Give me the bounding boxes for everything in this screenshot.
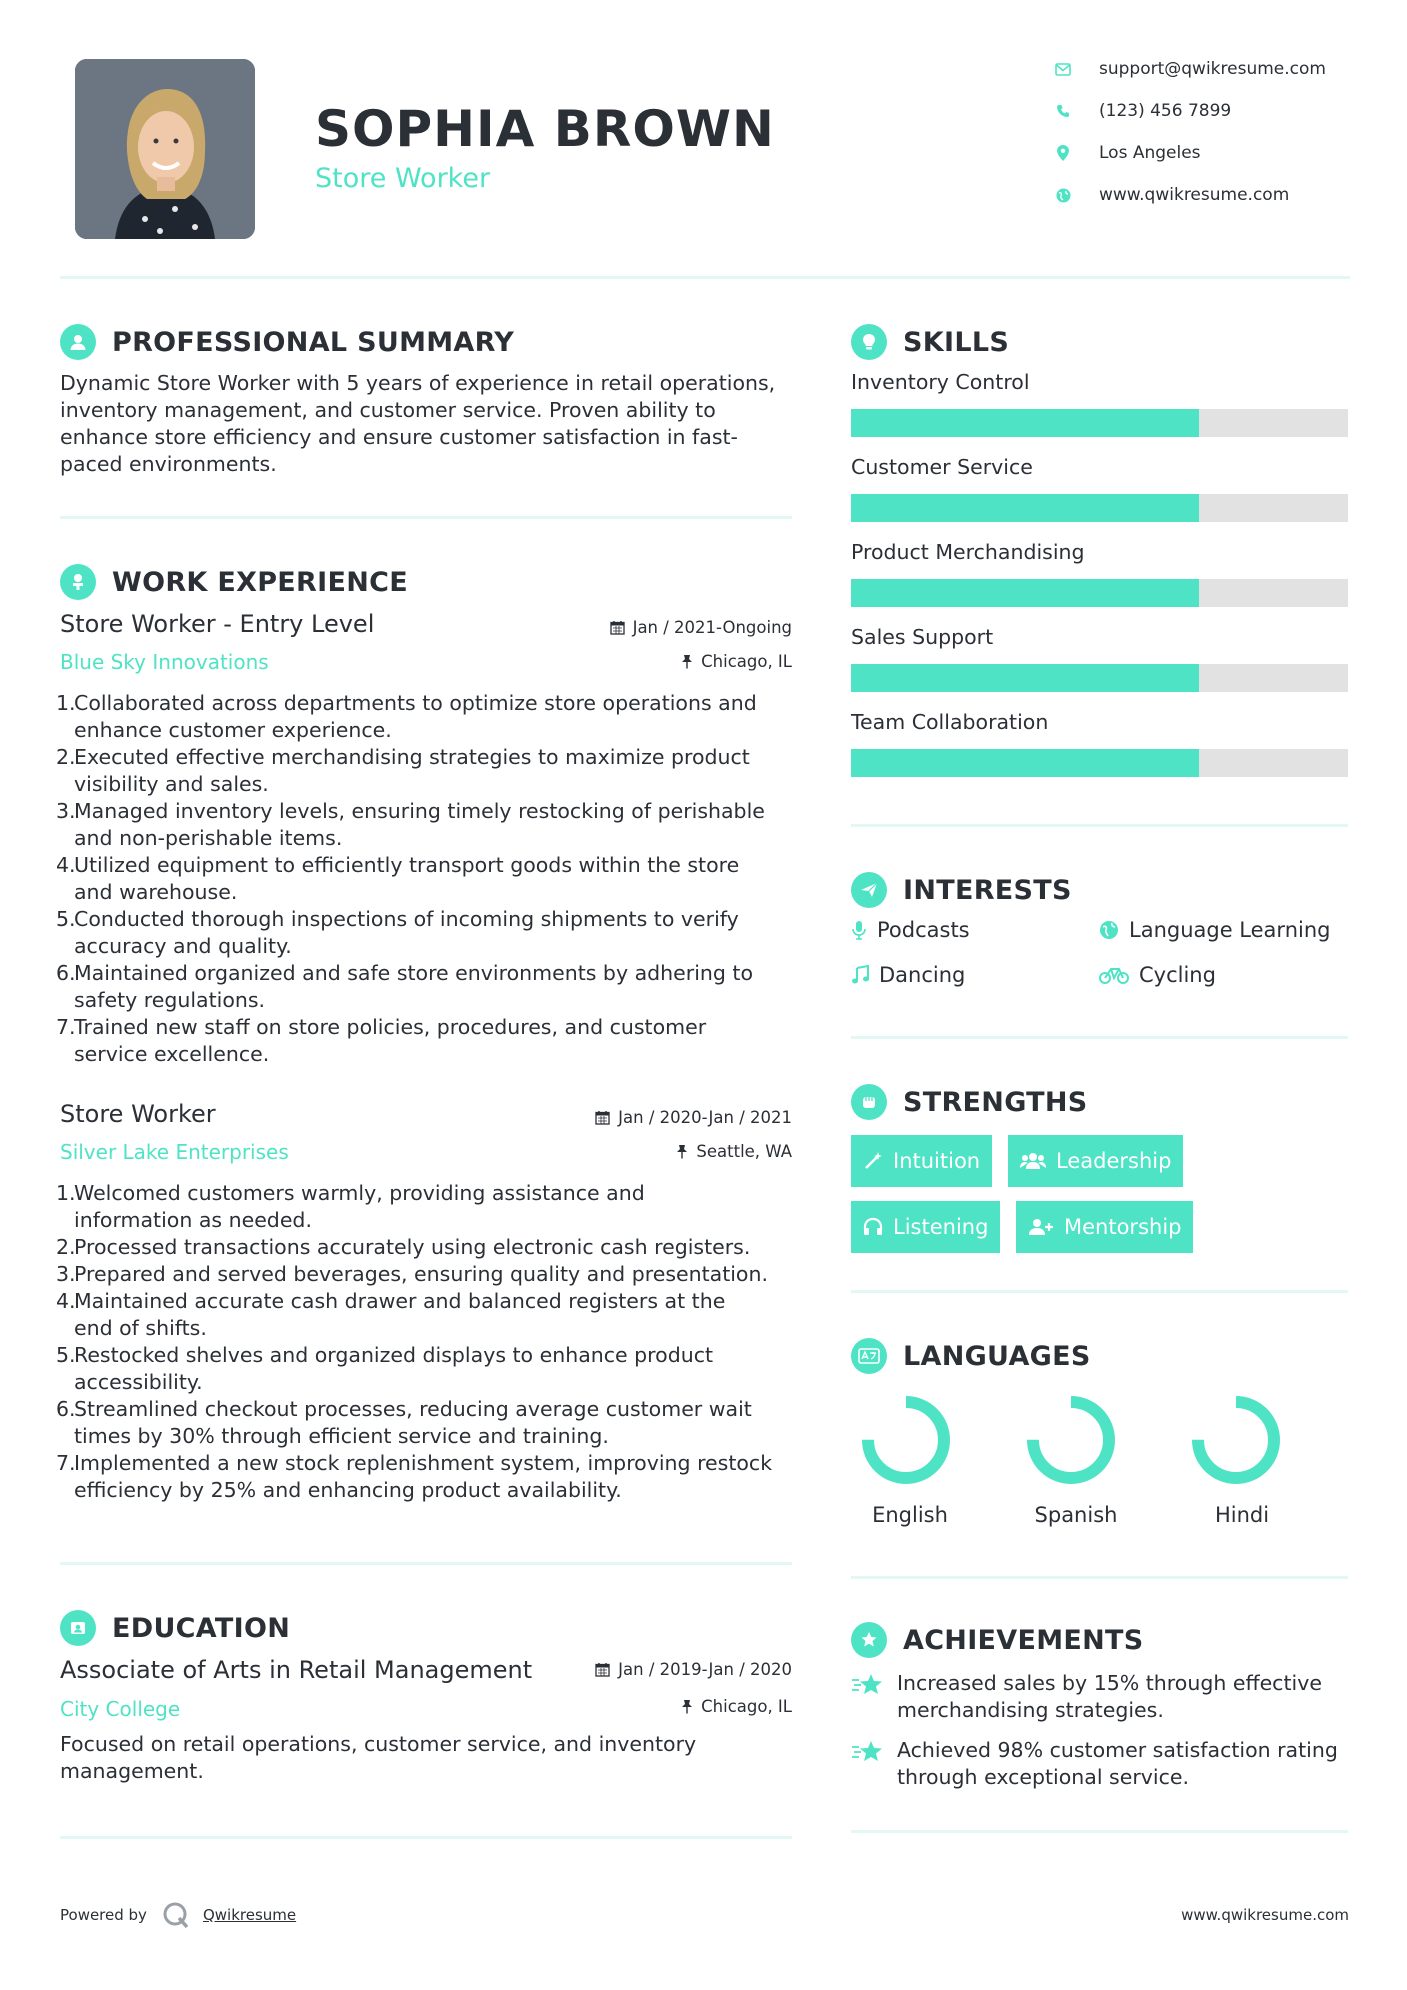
- summary-line: enhance store efficiency and ensure customer satisfaction in fast-: [60, 425, 738, 449]
- strength-chip: [851, 1135, 992, 1187]
- summary-heading: [60, 322, 514, 362]
- languages-divider: [851, 1576, 1348, 1579]
- job-date: [500, 618, 792, 637]
- strength-label: Listening: [893, 1215, 989, 1239]
- achievements-heading: [851, 1620, 1144, 1660]
- experience-divider: [60, 1562, 792, 1565]
- strength-label: Leadership: [1056, 1149, 1172, 1173]
- globe-icon: [1055, 187, 1071, 203]
- strengths-divider: [851, 1290, 1348, 1293]
- skill-label: Team Collaboration: [851, 710, 1049, 734]
- experience-heading: [60, 562, 408, 602]
- portrait-image: [75, 59, 255, 239]
- interest-label: Dancing: [879, 963, 966, 987]
- skill-bar-fill: [851, 409, 1199, 437]
- envelope-icon: [1055, 61, 1071, 77]
- language-ring: [1026, 1395, 1116, 1489]
- language-label: Spanish: [1034, 1503, 1118, 1527]
- achievement-line: through exceptional service.: [897, 1765, 1189, 1789]
- job-company: Silver Lake Enterprises: [60, 1140, 289, 1164]
- summary-line: paced environments.: [60, 452, 277, 476]
- job-company: Blue Sky Innovations: [60, 650, 269, 674]
- strength-label: Intuition: [893, 1149, 981, 1173]
- school-name: City College: [60, 1697, 181, 1721]
- job-date: [500, 1108, 792, 1127]
- skill-bar: [851, 664, 1348, 692]
- globe-icon: [1099, 920, 1119, 940]
- header-divider: [60, 276, 1350, 279]
- achievements-title: ACHIEVEMENTS: [903, 1624, 1144, 1656]
- contact-phone[interactable]: [1055, 98, 1365, 124]
- phone-icon: [1055, 103, 1071, 119]
- list-item: 4. Maintained accurate cash drawer and balanced registers at the end of shifts.: [56, 1289, 726, 1340]
- pin-icon: [676, 1144, 688, 1159]
- skill-bar-fill: [851, 579, 1199, 607]
- award-icon: [851, 1622, 887, 1658]
- skills-heading: [851, 322, 1009, 362]
- skill-bar-fill: [851, 494, 1199, 522]
- skill-label: Product Merchandising: [851, 540, 1085, 564]
- skill-bar-fill: [851, 664, 1199, 692]
- microphone-icon: [851, 920, 867, 940]
- language-ring: [861, 1395, 951, 1489]
- qwikresume-logo-icon: [161, 1900, 191, 1930]
- list-item: 6. Maintained organized and safe store environments by adhering to safety regulations.: [56, 961, 754, 1012]
- interest-label: Language Learning: [1129, 918, 1331, 942]
- map-pin-icon: [1055, 145, 1071, 161]
- skill-bar: [851, 409, 1348, 437]
- lightbulb-icon: [851, 324, 887, 360]
- skill-bar: [851, 494, 1348, 522]
- interest-item: [851, 918, 970, 942]
- list-item: 2. Executed effective merchandising strategies to maximize product visibility and sales.: [56, 745, 750, 796]
- education-line: Focused on retail operations, customer service, and inventory: [60, 1732, 697, 1756]
- list-item: 6. Streamlined checkout processes, reducing average customer wait times by 30% through efficient service and training.: [56, 1397, 752, 1448]
- experience-title: WORK EXPERIENCE: [112, 566, 408, 598]
- summary-text: [60, 370, 800, 478]
- job-duties-list: [56, 690, 796, 1068]
- podium-icon: [60, 564, 96, 600]
- achievement-item: [851, 1670, 1348, 1724]
- headphones-icon: [863, 1217, 883, 1237]
- strength-label: Mentorship: [1064, 1215, 1182, 1239]
- education-location-text: Chicago, IL: [701, 1697, 792, 1716]
- users-icon: [1020, 1151, 1046, 1171]
- degree-title: Associate of Arts in Retail Management: [60, 1656, 533, 1684]
- list-item: 2. Processed transactions accurately using electronic cash registers.: [56, 1235, 751, 1259]
- achievement-line: Increased sales by 15% through effective: [897, 1671, 1322, 1695]
- translate-icon: [851, 1338, 887, 1374]
- strengths-title: STRENGTHS: [903, 1086, 1088, 1118]
- job-title: Store Worker: [60, 1100, 216, 1128]
- strength-chip: [851, 1201, 1000, 1253]
- calendar-icon: [595, 1110, 610, 1125]
- pin-icon: [681, 654, 693, 669]
- education-heading: [60, 1608, 290, 1648]
- list-item: 7. Implemented a new stock replenishment system, improving restock efficiency by 25% and enhancing product availability.: [56, 1451, 773, 1502]
- list-item: 5. Conducted thorough inspections of incoming shipments to verify accuracy and quality.: [56, 907, 739, 958]
- job-title: Store Worker - Entry Level: [60, 610, 375, 638]
- interests-heading: [851, 870, 1072, 910]
- strengths-heading: [851, 1082, 1088, 1122]
- language-ring-arc: [1198, 1402, 1274, 1478]
- education-divider: [60, 1836, 792, 1839]
- summary-line: Dynamic Store Worker with 5 years of experience in retail operations,: [60, 371, 776, 395]
- list-item: 7. Trained new staff on store policies, procedures, and customer service excellence.: [56, 1015, 707, 1066]
- language-ring-arc: [1033, 1402, 1109, 1478]
- language-ring-arc: [868, 1402, 944, 1478]
- skill-bar: [851, 749, 1348, 777]
- contact-email[interactable]: [1055, 56, 1365, 82]
- interest-label: Podcasts: [877, 918, 970, 942]
- summary-divider: [60, 516, 792, 519]
- languages-title: LANGUAGES: [903, 1340, 1091, 1372]
- summary-title: PROFESSIONAL SUMMARY: [112, 326, 515, 358]
- fist-icon: [851, 1084, 887, 1120]
- job-location-text: Chicago, IL: [701, 652, 792, 671]
- summary-line: inventory management, and customer service. Proven ability to: [60, 398, 716, 422]
- skill-label: Sales Support: [851, 625, 994, 649]
- star-icon: [851, 1737, 887, 1769]
- education-description: [60, 1731, 800, 1785]
- achievements-divider: [851, 1830, 1348, 1833]
- skills-title: SKILLS: [903, 326, 1010, 358]
- job-location-text: Seattle, WA: [696, 1142, 792, 1161]
- list-item: 1. Welcomed customers warmly, providing assistance and information as needed.: [56, 1181, 645, 1232]
- strength-chip: [1008, 1135, 1183, 1187]
- job-date-text: Jan / 2020-Jan / 2021: [618, 1108, 792, 1127]
- language-ring: [1191, 1395, 1281, 1489]
- education-line: management.: [60, 1759, 204, 1783]
- skill-bar-fill: [851, 749, 1199, 777]
- job-location: [500, 652, 792, 671]
- job-location: [500, 1142, 792, 1161]
- skill-label: Inventory Control: [851, 370, 1030, 394]
- contact-location: [1055, 140, 1365, 166]
- interest-item: [851, 963, 965, 987]
- list-item: 5. Restocked shelves and organized displays to enhance product accessibility.: [56, 1343, 714, 1394]
- list-item: 3. Managed inventory levels, ensuring timely restocking of perishable and non-perishable items.: [56, 799, 765, 850]
- interests-title: INTERESTS: [903, 874, 1072, 906]
- interests-divider: [851, 1036, 1348, 1039]
- star-icon: [851, 1670, 887, 1702]
- list-item: 3. Prepared and served beverages, ensuring quality and presentation.: [56, 1262, 768, 1286]
- list-item: 4. Utilized equipment to efficiently transport goods within the store and warehouse.: [56, 853, 740, 904]
- location-text: Los Angeles: [1099, 143, 1201, 163]
- paper-plane-icon: [851, 872, 887, 908]
- skills-divider: [851, 824, 1348, 827]
- interest-item: [1099, 963, 1216, 987]
- footer-powered-by: [60, 1900, 296, 1930]
- qwikresume-link[interactable]: Qwikresume: [202, 1906, 297, 1924]
- powered-by-text: Powered by: [60, 1906, 147, 1924]
- education-title: EDUCATION: [112, 1612, 291, 1644]
- email-text: support@qwikresume.com: [1099, 59, 1326, 79]
- job-date-text: Jan / 2021-Ongoing: [632, 618, 792, 637]
- phone-text: (123) 456 7899: [1099, 101, 1232, 121]
- interest-label: Cycling: [1139, 963, 1216, 987]
- achievement-item: [851, 1737, 1348, 1791]
- interest-item: [1099, 918, 1330, 942]
- achievement-line: Achieved 98% customer satisfaction rating: [897, 1738, 1338, 1762]
- contact-website[interactable]: [1055, 182, 1365, 208]
- music-note-icon: [851, 965, 869, 985]
- education-date: [500, 1660, 792, 1679]
- footer-website[interactable]: www.qwikresume.com: [1181, 1906, 1349, 1924]
- strength-chip: [1016, 1201, 1193, 1253]
- pin-icon: [681, 1699, 693, 1714]
- magic-wand-icon: [863, 1151, 883, 1171]
- user-icon: [60, 324, 96, 360]
- skill-bar: [851, 579, 1348, 607]
- language-label: English: [872, 1503, 948, 1527]
- skill-label: Customer Service: [851, 455, 1033, 479]
- candidate-role: Store Worker: [315, 163, 491, 194]
- achievement-line: merchandising strategies.: [897, 1698, 1164, 1722]
- list-item: 1. Collaborated across departments to optimize store operations and enhance customer experience.: [56, 691, 757, 742]
- education-location: [500, 1697, 792, 1716]
- profile-photo: [75, 59, 255, 239]
- bicycle-icon: [1099, 965, 1129, 985]
- candidate-name: SOPHIA BROWN: [315, 100, 775, 158]
- calendar-icon: [595, 1662, 610, 1677]
- website-text: www.qwikresume.com: [1099, 185, 1290, 205]
- graduation-icon: [60, 1610, 96, 1646]
- job-duties-list: [56, 1180, 796, 1504]
- user-plus-icon: [1028, 1217, 1054, 1237]
- education-date-text: Jan / 2019-Jan / 2020: [618, 1660, 792, 1679]
- calendar-icon: [610, 620, 625, 635]
- language-label: Hindi: [1214, 1503, 1270, 1527]
- languages-heading: [851, 1336, 1091, 1376]
